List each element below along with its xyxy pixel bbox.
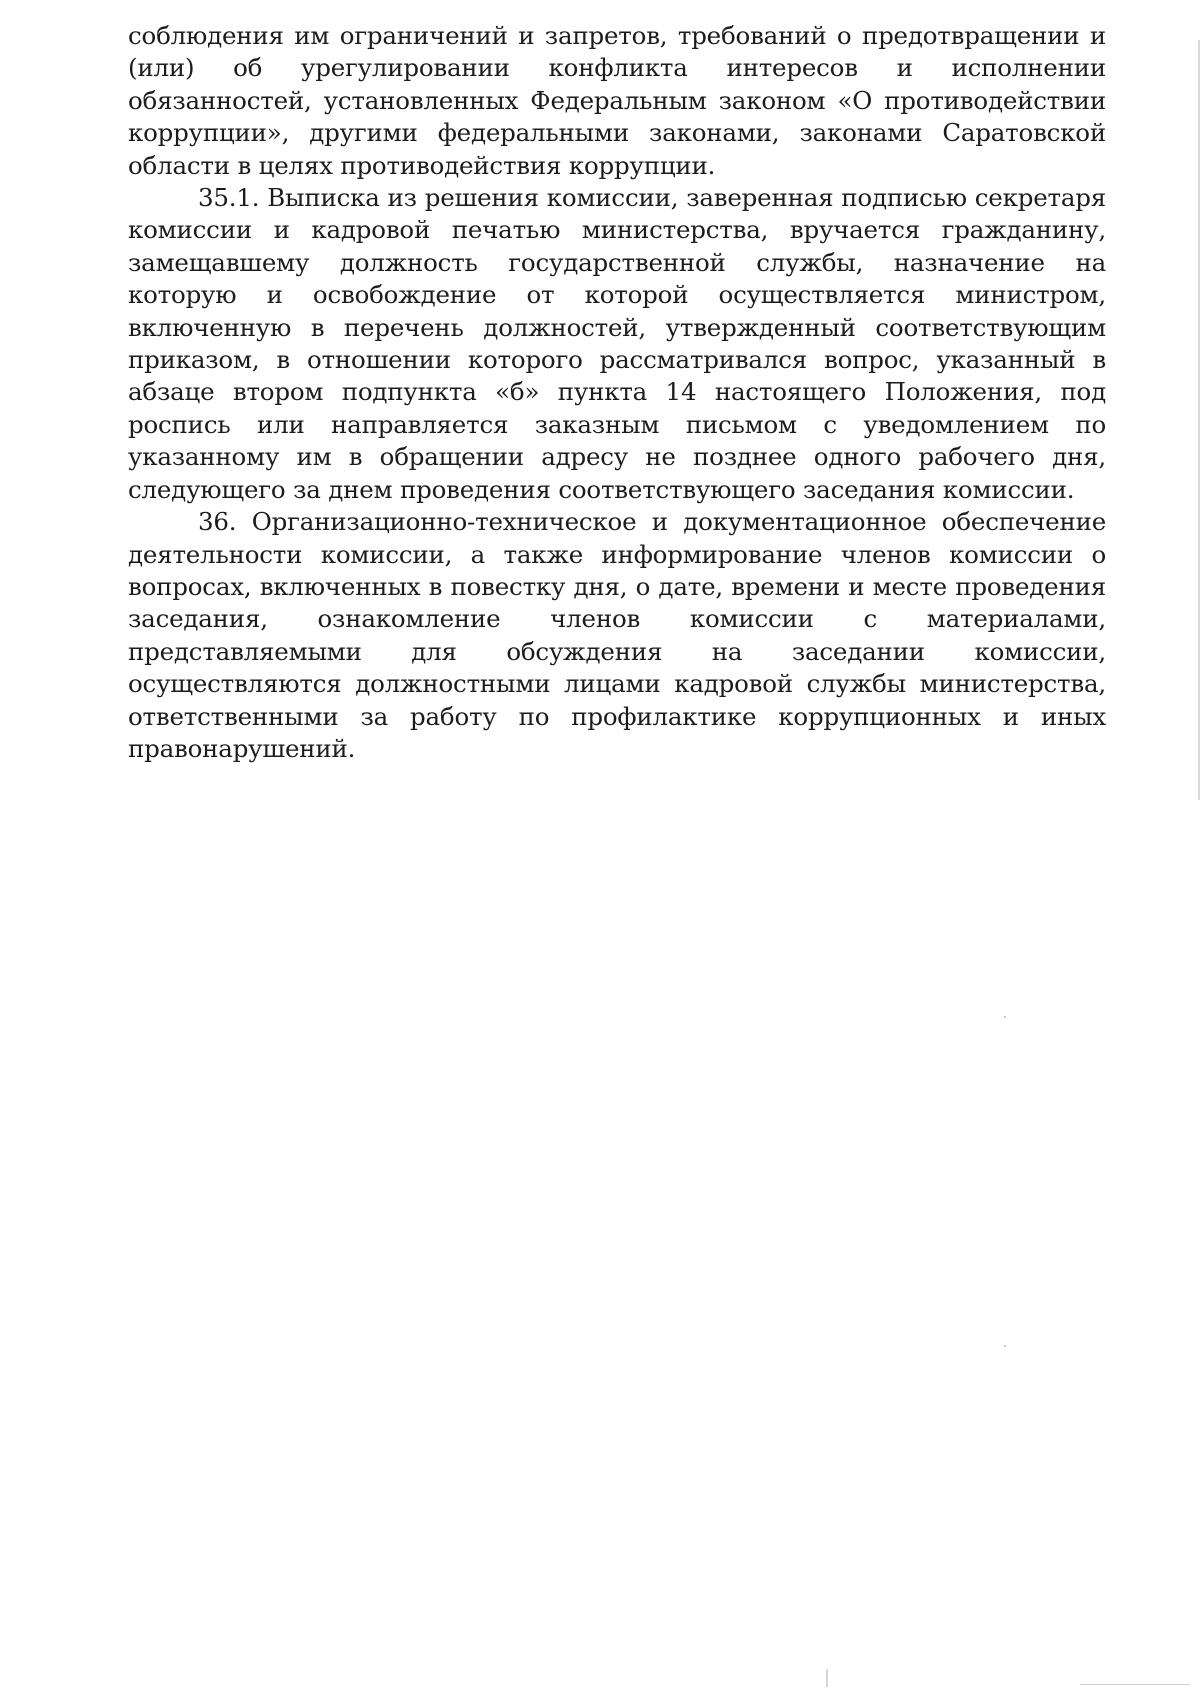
paragraph-35-1: 35.1. Выписка из решения комиссии, заверенная подписью секретаря комиссии и кадровой печатью министерства, вручается гражданину, замещавшему должность государственной службы, назначение на которую и освобождение от которой осуществляется министром, включенную в перечень должностей, утвержденный соответствующим приказом, в отношении которого рассматривался вопрос, указанный в абзаце втором подпункта «б» пункта 14 настоящего Положения, под роспись или направляется заказным письмом с уведомлением по указанному им в обращении адресу не позднее одного рабочего дня, следующего за днем проведения соответствующего заседания комиссии. bbox=[128, 183, 1106, 504]
scan-mark bbox=[1080, 1684, 1190, 1685]
continuation-paragraph: соблюдения им ограничений и запретов, требований о предотвращении и (или) об урегулировании конфликта интересов и исполнении обязанностей, установленных Федеральным законом «О противодействии коррупции», другими федеральными законами, законами Саратовской области в целях противодействия коррупции. bbox=[128, 21, 1106, 180]
scan-mark bbox=[826, 1669, 828, 1687]
paragraph-36: 36. Организационно-техническое и документационное обеспечение деятельности комиссии, а также информирование членов комиссии о вопросах, включенных в повестку дня, о дате, времени и месте проведения заседания, ознакомление членов комиссии с материалами, представляемыми для обсуждения на заседании комиссии, осуществляются должностными лицами кадровой службы министерства, ответственными за работу по профилактике коррупционных и иных правонарушений. bbox=[128, 507, 1106, 763]
scan-speck bbox=[1004, 1345, 1006, 1347]
scan-speck bbox=[1004, 1016, 1006, 1018]
document-body bbox=[128, 20, 1106, 765]
